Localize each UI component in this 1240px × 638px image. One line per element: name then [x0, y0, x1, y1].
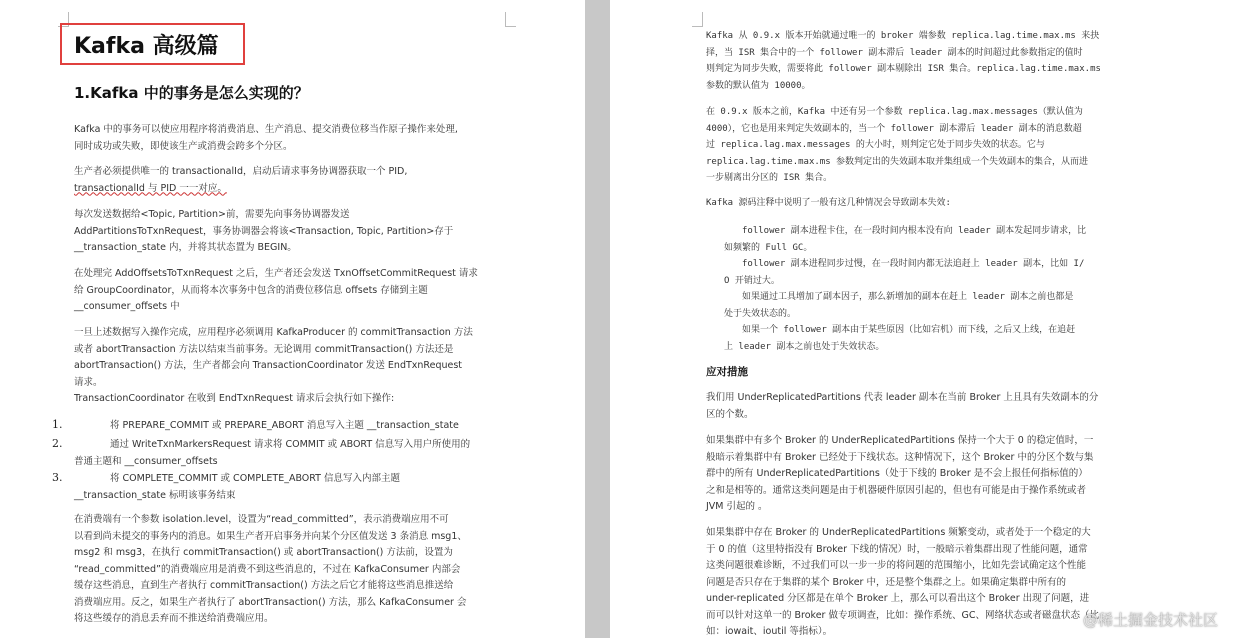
text-line: 通过 WriteTxnMarkersRequest 请求将 COMMIT 或 ABORT 信息写入用户所使用的: [110, 439, 471, 450]
text-line: 处于失效状态的。: [724, 308, 797, 319]
paragraph-2: [706, 104, 1088, 187]
list-item: [110, 418, 459, 435]
text-line: 如果一个 follower 副本由于某些原因（比如宕机）而下线，之后又上线，在追赶: [742, 325, 1076, 335]
text-line: AddPartitionsToTxnRequest，事务协调器会将该<Transaction, Topic, Partition>存于: [74, 225, 454, 237]
paragraph-6: [706, 433, 1093, 516]
text-line: 参数的默认值为 10000。: [706, 80, 811, 91]
text-line: 或者 abortTransaction 方法以结束当前事务。无论调用 commitTransaction() 方法还是: [74, 343, 454, 355]
text-line: TransactionCoordinator 在收到 EndTxnRequest 请求后会执行如下操作:: [74, 393, 395, 404]
paragraph-1: [74, 122, 458, 155]
text-line: 般暗示着集群中有 Broker 已经处于下线状态。这种情况下，这个 Broker 中的分区个数与集: [706, 451, 1094, 463]
text-line: 以看到尚未提交的事务内的消息。如果生产者开启事务并向某个分区值发送 3 条消息 msg1、: [74, 530, 467, 542]
text-line: 群中的所有 UnderReplicatedPartitions（处于下线的 Broker 是不会上报任何指标值的）: [706, 468, 1088, 479]
paragraph-5: [706, 390, 1098, 423]
paragraph-3: [706, 195, 951, 212]
paragraph-7: [706, 525, 1099, 638]
text-line: 将 PREPARE_COMMIT 或 PREPARE_ABORT 消息写入主题 __transaction_state: [110, 420, 459, 431]
list-item: [74, 437, 470, 470]
text-line: JVM 引起的 。: [706, 501, 768, 512]
text-line: follower 副本进程卡住，在一段时间内根本没有向 leader 副本发起同步请求，比: [742, 226, 1087, 236]
text-line: under-replicated 分区都是在单个 Broker 上，那么可以看出这个 Broker 出现了问题，进: [706, 593, 1090, 604]
text-line: 缓存这些消息，直到生产者执行 commitTransaction() 方法之后它才能将这些消息推送给: [74, 580, 454, 591]
text-line: 4000），它也是用来判定失效副本的，当一个 follower 副本滞后 leader 副本的消息数超: [706, 123, 1082, 134]
text-line: Kafka 中的事务可以使应用程序将消费消息、生产消息、提交消费位移当作原子操作来处理,: [74, 124, 458, 135]
page-corner-mark: [692, 12, 703, 27]
subsection-heading: 应对措施: [706, 366, 748, 378]
text-line: 请求。: [74, 376, 103, 388]
text-line: 问题是否只存在于集群的某个 Broker 中，还是整个集群之上。如果确定集群中所有的: [706, 576, 1066, 588]
list-item: [74, 471, 400, 504]
text-line: msg2 和 msg3，在执行 commitTransaction() 或 abortTransaction() 方法前，设置为: [74, 547, 453, 558]
text-line: replica.lag.time.max.ms 参数判定出的失效副本取并集组成一个失效副本的集合，从而进: [706, 156, 1089, 167]
text-line: Kafka 源码注释中说明了一般有这几种情况会导致副本失效:: [706, 198, 951, 208]
paragraph-6: [74, 512, 467, 628]
text-line: 在处理完 AddOffsetsToTxnRequest 之后，生产者还会发送 TxnOffsetCommitRequest 请求: [74, 268, 478, 279]
text-line: 则判定为同步失败，需要将此 follower 副本剔除出 ISR 集合。replica.lag.time.max.ms: [706, 64, 1101, 74]
right-page: [610, 0, 1240, 638]
list-number: 1.: [52, 418, 63, 431]
text-line: follower 副本进程同步过慢，在一段时间内都无法追赶上 leader 副本，比如 I/: [742, 259, 1085, 269]
text-line: 如果集群中有多个 Broker 的 UnderReplicatedPartitions 保持一个大于 0 的稳定值时，一: [706, 435, 1094, 446]
text-line: 择，当 ISR 集合中的一个 follower 副本滞后 leader 副本的时间超过此参数指定的值时: [706, 47, 1083, 58]
text-line: 于 0 的值（这里特指没有 Broker 下线的情况）时，一般暗示着集群出现了性能问题，通常: [706, 543, 1088, 555]
text-line: “read_committed”的消费端应用是消费不到这些消息的，不过在 KafkaConsumer 内部会: [74, 563, 461, 575]
list-number: 3.: [52, 471, 63, 484]
paragraph-5: [74, 325, 473, 408]
text-line: transactionalId 与 PID 一一对应。: [74, 182, 227, 194]
text-line: 这类问题很难诊断，不过我们可以一步一步的将问题的范围缩小，比如先尝试确定这个性能: [706, 560, 1087, 571]
text-line: 而可以针对这单一的 Broker 做专项调查，比如：操作系统、GC、网络状态或者磁盘状态（比: [706, 609, 1099, 621]
text-line: 生产者必须提供唯一的 transactionalId，启动后请求事务协调器获取一个 PID,: [74, 166, 408, 177]
text-line: 如果集群中存在 Broker 的 UnderReplicatedPartitions 频繁变动，或者处于一个稳定的大: [706, 527, 1091, 538]
document-title: Kafka 高级篇: [74, 34, 219, 59]
paragraph-2: [74, 164, 407, 197]
text-line: 普通主题和 __consumer_offsets: [74, 455, 218, 467]
text-line: 消费端应用。反之，如果生产者执行了 abortTransaction() 方法，那么 KafkaConsumer 会: [74, 596, 467, 608]
text-line: 过 replica.lag.max.messages 的大小时，则判定它处于同步失效的状态。它与: [706, 140, 1045, 150]
text-line: 我们用 UnderReplicatedPartitions 代表 leader 副本在当前 Broker 上且具有失效副本的分: [706, 392, 1099, 403]
text-line: Kafka 从 0.9.x 版本开始就通过唯一的 broker 端参数 replica.lag.time.max.ms 来抉: [706, 31, 1100, 41]
section-heading: 1.Kafka 中的事务是怎么实现的？: [74, 84, 309, 102]
paragraph-3: [74, 207, 453, 257]
title-highlight-box: [60, 23, 245, 65]
text-line: 一步剔离出分区的 ISR 集合。: [706, 173, 833, 183]
text-line: 给 GroupCoordinator，从而将本次事务中包含的消费位移信息 offsets 存储到主题: [74, 284, 428, 296]
paragraph-4: [724, 223, 1086, 355]
text-line: 每次发送数据给<Topic, Partition>前，需要先向事务协调器发送: [74, 209, 350, 220]
page-corner-mark: [505, 12, 516, 27]
text-line: 将 COMPLETE_COMMIT 或 COMPLETE_ABORT 信息写入内部主题: [110, 473, 401, 484]
text-line: __transaction_state 标明该事务结束: [74, 489, 236, 501]
text-line: __transaction_state 内，并将其状态置为 BEGIN。: [74, 242, 297, 253]
text-line: __consumer_offsets 中: [74, 301, 180, 312]
paragraph-4: [74, 266, 478, 316]
text-line: 在 0.9.x 版本之前，Kafka 中还有另一个参数 replica.lag.max.messages（默认值为: [706, 107, 1083, 117]
text-line: 区的个数。: [706, 408, 754, 420]
text-line: abortTransaction() 方法，生产者都会向 TransactionCoordinator 发送 EndTxnRequest: [74, 360, 463, 371]
list-number: 2.: [52, 437, 63, 450]
watermark: @稀土掘金技术社区: [1082, 611, 1218, 629]
text-line: 如：iowait、ioutil 等指标）。: [706, 626, 833, 637]
text-line: 如果通过工具增加了副本因子，那么新增加的副本在赶上 leader 副本之前也都是: [742, 292, 1074, 302]
text-line: 如频繁的 Full GC。: [724, 242, 813, 253]
text-line: 上 leader 副本之前也处于失效状态。: [724, 341, 885, 352]
text-line: 将这些缓存的消息丢弃而不推送给消费端应用。: [74, 613, 274, 624]
text-line: 一旦上述数据写入操作完成，应用程序必须调用 KafkaProducer 的 commitTransaction 方法: [74, 327, 473, 338]
text-line: 在消费端有一个参数 isolation.level，设置为“read_committed”，表示消费端应用不可: [74, 514, 449, 525]
left-page: [0, 0, 585, 638]
paragraph-1: [706, 28, 1101, 94]
text-line: 同时成功或失败，即使该生产或消费会跨多个分区。: [74, 140, 293, 152]
text-line: 之和是相等的。通常这类问题是由于机器硬件原因引起的，但也有可能是由于操作系统或者: [706, 484, 1087, 496]
text-line: O 开销过大。: [724, 275, 780, 286]
